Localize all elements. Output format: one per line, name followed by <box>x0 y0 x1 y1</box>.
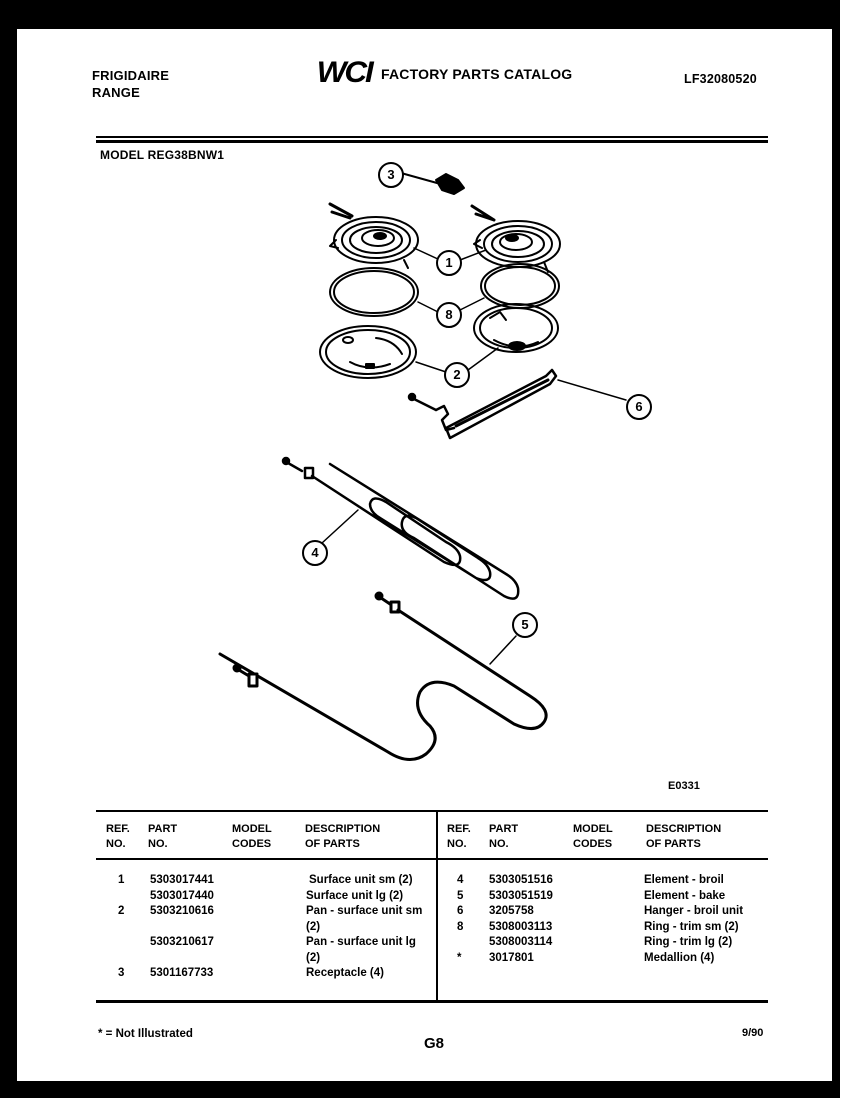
right-ref-column: 4 5 6 8 * <box>457 874 464 964</box>
callout-2: 2 <box>444 362 470 388</box>
table-bottom-rule <box>96 1000 768 1003</box>
broil-element-drawing <box>283 458 518 599</box>
figure-code: E0331 <box>668 780 700 792</box>
left-ref-column: 1 2 3 <box>118 874 125 979</box>
not-illustrated-note: * = Not Illustrated <box>98 1028 193 1040</box>
col-model-header-right: MODEL CODES <box>573 823 613 850</box>
callout-1: 1 <box>436 250 462 276</box>
callout-3: 3 <box>378 162 404 188</box>
right-part-column: 5303051516 5303051519 3205758 5308003113 5308003114 3017801 <box>489 874 553 964</box>
surface-unit-large-drawing <box>472 206 560 272</box>
wci-logo: WCI <box>316 56 372 89</box>
catalog-code: LF32080520 <box>684 72 757 86</box>
hanger-drawing <box>409 370 556 438</box>
surface-unit-small-drawing <box>330 204 418 268</box>
col-part-header-left: PART NO. <box>148 823 178 850</box>
col-ref-header-left: REF. NO. <box>106 823 130 850</box>
revision-date: 9/90 <box>742 1027 764 1039</box>
right-desc-column: Element - broil Element - bake Hanger - broil unit Ring - trim sm (2) Ring - trim lg (2) Medallion (4) <box>644 874 744 964</box>
model-label: MODEL REG38BNW1 <box>100 148 225 162</box>
table-divider <box>436 810 438 1002</box>
page-number: G8 <box>424 1035 445 1052</box>
col-part-header-right: PART NO. <box>489 823 519 850</box>
table-top-rule <box>96 810 768 812</box>
col-desc-header-left: DESCRIPTION OF PARTS <box>305 823 381 850</box>
col-desc-header-right: DESCRIPTION OF PARTS <box>646 823 722 850</box>
left-desc-column: Surface unit sm (2) Surface unit lg (2) Pan - surface unit sm (2) Pan - surface unit lg (2) Receptacle (4) <box>306 874 423 979</box>
bake-element-drawing <box>220 593 546 760</box>
left-part-column: 5303017441 5303017440 5303210616 5303210617 5301167733 <box>150 874 214 979</box>
callout-6: 6 <box>626 394 652 420</box>
callout-8: 8 <box>436 302 462 328</box>
product-type: RANGE <box>92 85 140 100</box>
col-ref-header-right: REF. NO. <box>447 823 471 850</box>
catalog-title: FACTORY PARTS CATALOG <box>381 66 573 82</box>
callout-5: 5 <box>512 612 538 638</box>
callout-4: 4 <box>302 540 328 566</box>
receptacle-drawing <box>401 173 464 194</box>
brand-name: FRIGIDAIRE <box>92 68 170 83</box>
col-model-header-left: MODEL CODES <box>232 823 272 850</box>
table-header-rule <box>96 858 768 860</box>
